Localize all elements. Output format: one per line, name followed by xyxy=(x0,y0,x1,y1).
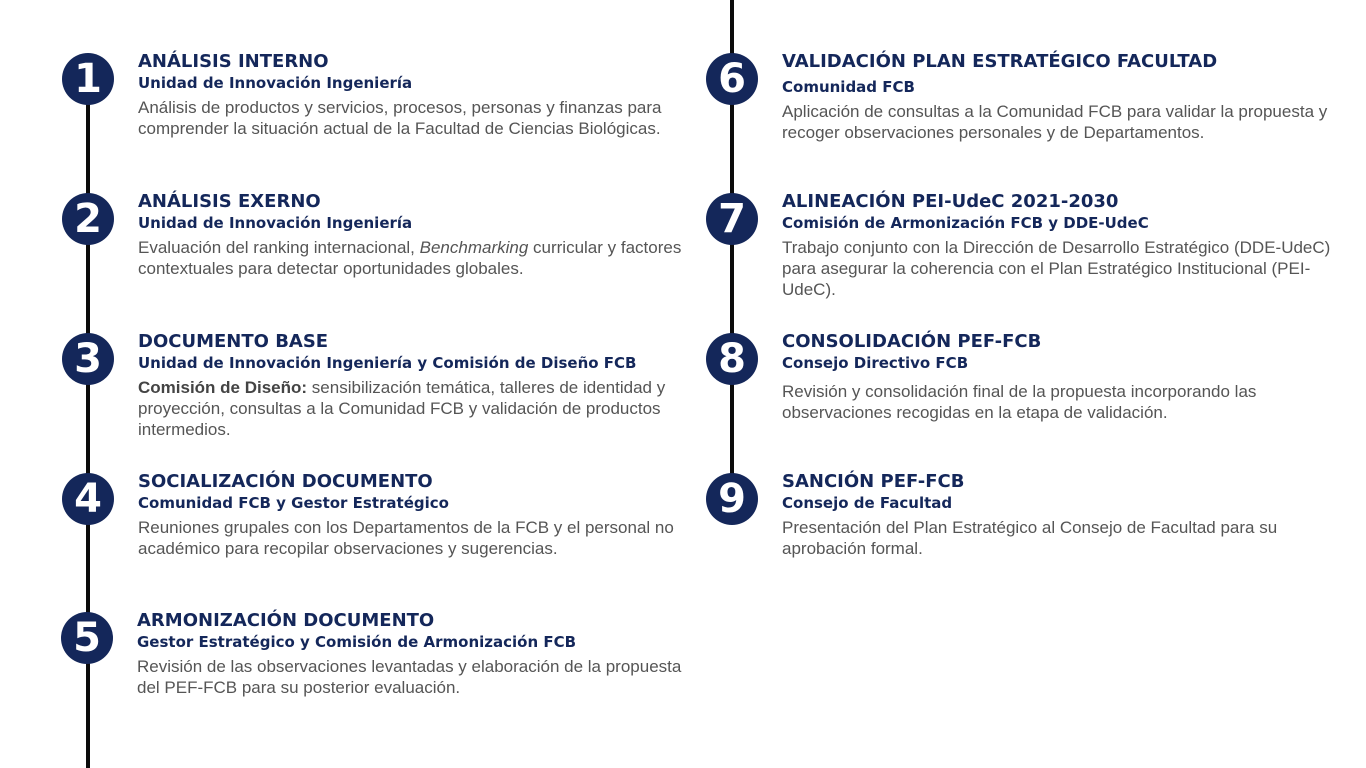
step-owner: Comisión de Armonización FCB y DDE-UdeC xyxy=(782,214,1149,232)
step-description: Aplicación de consultas a la Comunidad FCB para validar la propuesta y recoger observaciones personales y de Departamentos. xyxy=(782,102,1328,142)
step-content xyxy=(138,471,698,559)
step-number-badge: 8 xyxy=(706,333,758,385)
step-description: Revisión de las observaciones levantadas y elaboración de la propuesta del PEF-FCB para su posterior evaluación. xyxy=(137,657,682,697)
step-description: Reuniones grupales con los Departamentos de la FCB y el personal no académico para recopilar observaciones y sugerencias. xyxy=(138,518,674,558)
step-content xyxy=(137,610,697,698)
step-title: ANÁLISIS EXERNO xyxy=(138,191,321,212)
step-title: ALINEACIÓN PEI-UdeC 2021-2030 xyxy=(782,191,1119,212)
step-content xyxy=(138,191,698,279)
step-number-badge: 1 xyxy=(62,53,114,105)
description-bold: Comisión de Diseño: xyxy=(138,378,308,397)
description-text: sensibilización temática, talleres de identidad y proyección, consultas a la Comunidad FCB y validación de productos intermedios. xyxy=(138,378,666,439)
step-title: SOCIALIZACIÓN DOCUMENTO xyxy=(138,471,433,492)
step-number-badge: 5 xyxy=(61,612,113,664)
step-title: SANCIÓN PEF-FCB xyxy=(782,471,965,492)
step-number-badge: 6 xyxy=(706,53,758,105)
step-owner: Comunidad FCB xyxy=(782,78,915,96)
description-italic: Benchmarking xyxy=(419,238,529,257)
step-title: DOCUMENTO BASE xyxy=(138,331,329,352)
step-owner: Comunidad FCB y Gestor Estratégico xyxy=(138,494,449,512)
step-description xyxy=(138,377,698,440)
step-title: ANÁLISIS INTERNO xyxy=(138,51,329,72)
step-content xyxy=(138,331,698,440)
description-text: curricular y factores contextuales para detectar oportunidades globales. xyxy=(138,238,682,278)
step-description: Trabajo conjunto con la Dirección de Desarrollo Estratégico (DDE-UdeC) para asegurar la coherencia con el Plan Estratégico Institucional (PEI-UdeC). xyxy=(782,238,1331,299)
step-content xyxy=(138,51,698,139)
step-number-badge: 2 xyxy=(62,193,114,245)
step-owner: Unidad de Innovación Ingeniería y Comisión de Diseño FCB xyxy=(138,354,637,372)
step-owner: Unidad de Innovación Ingeniería xyxy=(138,74,413,92)
step-owner: Consejo Directivo FCB xyxy=(782,354,969,372)
step-title: VALIDACIÓN PLAN ESTRATÉGICO FACULTAD xyxy=(782,51,1218,72)
step-owner: Unidad de Innovación Ingeniería xyxy=(138,214,413,232)
step-number-badge: 4 xyxy=(62,473,114,525)
step-content xyxy=(782,191,1342,300)
step-title: CONSOLIDACIÓN PEF-FCB xyxy=(782,331,1042,352)
step-description: Presentación del Plan Estratégico al Consejo de Facultad para su aprobación formal. xyxy=(782,518,1278,558)
step-owner: Gestor Estratégico y Comisión de Armonización FCB xyxy=(137,633,577,651)
step-content xyxy=(782,51,1342,143)
step-number-badge: 3 xyxy=(62,333,114,385)
step-owner: Consejo de Facultad xyxy=(782,494,953,512)
step-description: Revisión y consolidación final de la propuesta incorporando las observaciones recogidas en la etapa de validación. xyxy=(782,382,1257,422)
step-description xyxy=(138,237,698,279)
step-number-badge: 9 xyxy=(706,473,758,525)
step-content xyxy=(782,331,1342,423)
step-title: ARMONIZACIÓN DOCUMENTO xyxy=(137,610,435,631)
step-description: Análisis de productos y servicios, procesos, personas y finanzas para comprender la situación actual de la Facultad de Ciencias Biológicas. xyxy=(138,98,662,138)
description-text: Evaluación del ranking internacional, xyxy=(138,238,420,257)
step-content xyxy=(782,471,1342,559)
timeline-line-left xyxy=(86,75,90,768)
step-number-badge: 7 xyxy=(706,193,758,245)
